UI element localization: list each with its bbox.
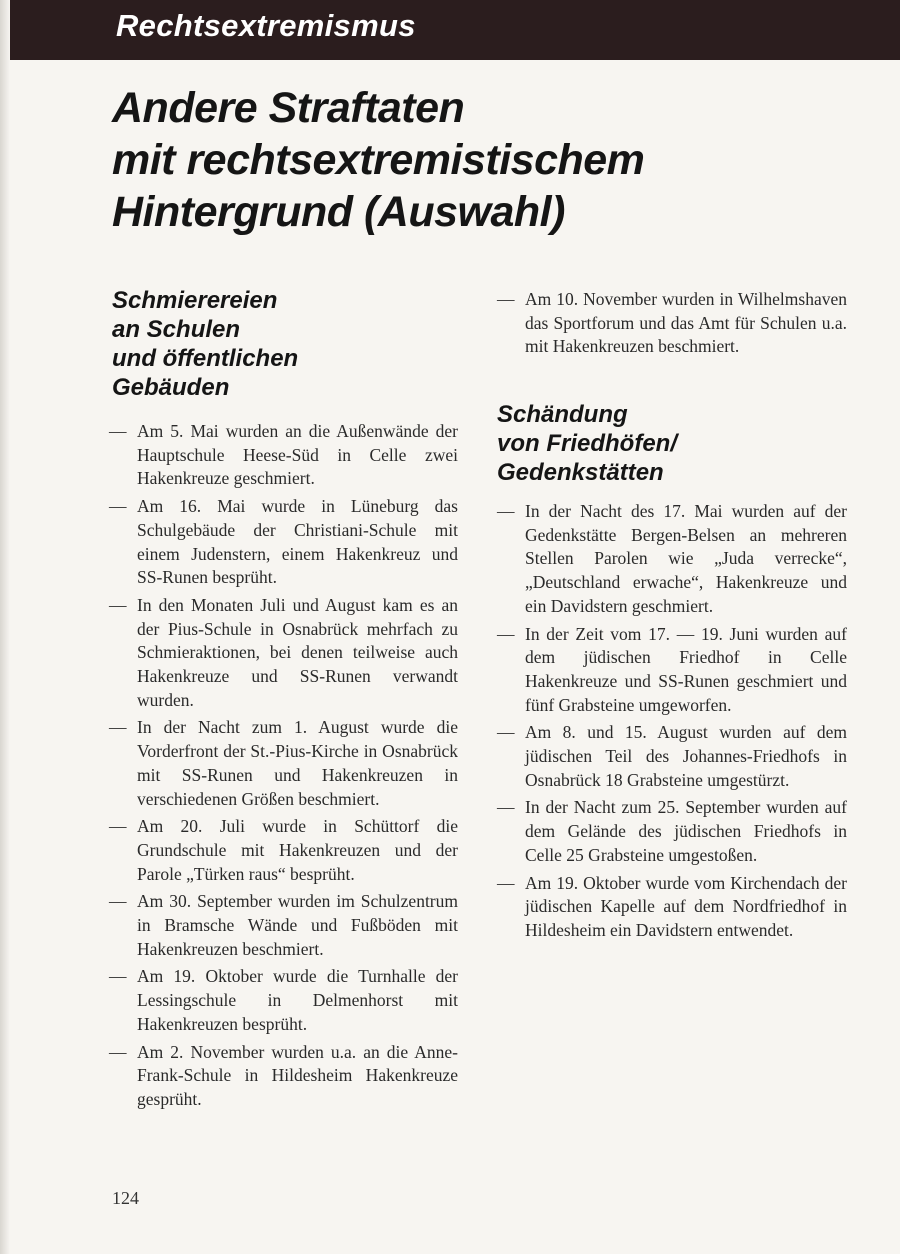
section-title-schmierereien [112, 286, 442, 402]
dash-bullet: — [497, 797, 515, 818]
list-item [109, 965, 458, 1036]
list-item [497, 500, 847, 619]
dash-bullet: — [109, 966, 127, 987]
section-title-line: an Schulen [112, 316, 241, 343]
list-item [109, 815, 458, 886]
dash-bullet: — [497, 501, 515, 521]
list-item [497, 288, 847, 359]
dash-bullet: — [497, 872, 515, 893]
page-title-line: Hintergrund (Auswahl) [112, 188, 565, 236]
list-item [497, 796, 847, 867]
list-item-text: Am 20. Juli wurde in Schüttorf die Grundschule mit Hakenkreuzen und der Parole „Türken raus“ besprüht. [137, 816, 458, 884]
list-item [109, 594, 458, 713]
page-title-line: Andere Straftaten [112, 84, 465, 132]
dash-bullet: — [497, 623, 515, 644]
list-item [109, 420, 458, 491]
page-edge [0, 0, 10, 1254]
section-list-schaendung [497, 500, 847, 947]
list-item [497, 623, 847, 718]
list-item-text: In der Nacht zum 1. August wurde die Vorderfront der St.-Pius-Kirche in Osnabrück mit SS-Runen und Hakenkreuzen in verschiedenen Größen beschmiert. [137, 717, 458, 809]
list-item-text: In der Nacht des 17. Mai wurden auf der Gedenkstätte Bergen-Belsen an mehreren Stellen Parolen wie „Juda verrecke“, „Deutschland erwache“, Hakenkreuze und ein Davidstern geschmiert. [525, 501, 847, 616]
page-number: 124 [112, 1188, 139, 1208]
section-title-line: Schmierereien [112, 287, 278, 314]
list-item [109, 890, 458, 961]
page-title-line: mit rechtsextremistischem [112, 136, 645, 184]
list-item-text: Am 19. Oktober wurde die Turnhalle der Lessingschule in Delmenhorst mit Hakenkreuzen besprüht. [137, 966, 458, 1034]
section-title-line: Gebäuden [112, 374, 230, 401]
list-item [109, 716, 458, 811]
list-item-text: Am 16. Mai wurde in Lüneburg das Schulgebäude der Christiani-Schule mit einem Judenstern, einem Hakenkreuz und SS-Runen besprüht. [137, 496, 458, 588]
dash-bullet: — [109, 496, 127, 517]
list-item [497, 872, 847, 943]
section-title-schaendung [497, 400, 837, 487]
chapter-header-label: Rechtsextremismus [116, 8, 416, 43]
dash-bullet: — [109, 594, 127, 615]
section-list-schmierereien-continued [497, 288, 847, 363]
section-title-line: Schändung [497, 401, 628, 428]
list-item [109, 1041, 458, 1112]
list-item-text: Am 10. November wurden in Wilhelmshaven das Sportforum und das Amt für Schulen u.a. mit Hakenkreuzen beschmiert. [525, 289, 847, 357]
list-item-text: In der Zeit vom 17. — 19. Juni wurden auf dem jüdischen Friedhof in Celle Hakenkreuze und SS-Runen geschmiert und fünf Grabsteine umgeworfen. [525, 623, 847, 715]
dash-bullet: — [109, 891, 127, 912]
chapter-header-bar [10, 0, 900, 60]
dash-bullet: — [109, 816, 127, 837]
section-list-schmierereien [109, 420, 458, 1116]
section-title-line: Gedenkstätten [497, 459, 664, 486]
list-item-text: Am 5. Mai wurden an die Außenwände der Hauptschule Heese-Süd in Celle zwei Hakenkreuze geschmiert. [137, 421, 458, 489]
list-item [109, 495, 458, 590]
list-item-text: In den Monaten Juli und August kam es an der Pius-Schule in Osnabrück mehrfach zu Schmieraktionen, bei denen teilweise auch Hakenkreuze und SS-Runen verwandt wurden. [137, 594, 458, 710]
list-item-text: Am 19. Oktober wurde vom Kirchendach der jüdischen Kapelle auf dem Nordfriedhof in Hildesheim ein Davidstern entwendet. [525, 872, 847, 940]
list-item-text: Am 2. November wurden u.a. an die Anne-Frank-Schule in Hildesheim Hakenkreuze gesprüht. [137, 1041, 458, 1109]
section-title-line: und öffentlichen [112, 345, 299, 372]
list-item-text: Am 30. September wurden im Schulzentrum in Bramsche Wände und Fußböden mit Hakenkreuzen beschmiert. [137, 891, 458, 959]
dash-bullet: — [497, 289, 515, 309]
page-title [112, 82, 644, 238]
dash-bullet: — [497, 722, 515, 743]
list-item-text: In der Nacht zum 25. September wurden auf dem Gelände des jüdischen Friedhofs in Celle 25 Grabsteine umgestoßen. [525, 797, 847, 865]
section-title-line: von Friedhöfen/ [497, 430, 677, 457]
dash-bullet: — [109, 421, 127, 441]
list-item-text: Am 8. und 15. August wurden auf dem jüdischen Teil des Johannes-Friedhofs in Osnabrück 18 Grabsteine umgestürzt. [525, 722, 847, 790]
dash-bullet: — [109, 717, 127, 738]
list-item [497, 721, 847, 792]
dash-bullet: — [109, 1041, 127, 1062]
